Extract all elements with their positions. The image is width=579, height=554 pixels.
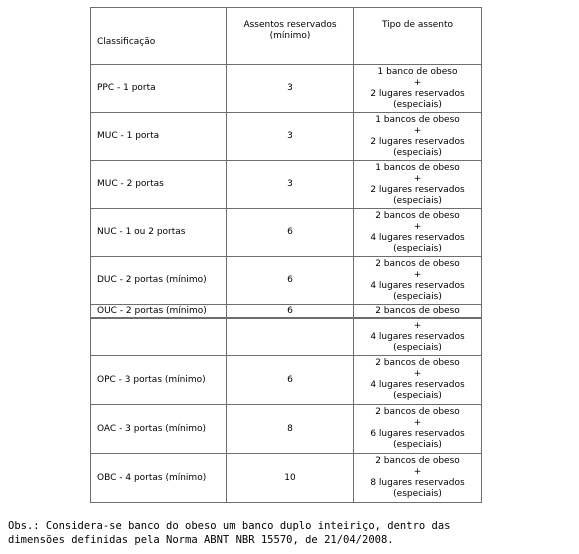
- type-line: +: [413, 320, 422, 331]
- type-cell: [354, 209, 482, 257]
- class-cell: PPC - 1 porta: [91, 65, 227, 113]
- type-line: 2 bancos de obeso: [375, 456, 460, 466]
- type-line: 1 banco de obeso: [377, 66, 458, 77]
- table-row: [91, 65, 482, 113]
- class-cell: OBC - 4 portas (mínimo): [91, 454, 227, 503]
- type-line: 8 lugares reservados: [370, 478, 465, 488]
- type-line: (especiais): [393, 195, 442, 206]
- seats-cell: 6: [227, 305, 354, 318]
- type-cell: [354, 405, 482, 454]
- type-line: +: [413, 269, 422, 280]
- type-line: +: [413, 369, 422, 379]
- seats-cell: 6: [227, 257, 354, 305]
- type-line: +: [413, 125, 422, 136]
- type-line: 4 lugares reservados: [370, 232, 465, 243]
- type-cell: [354, 161, 482, 209]
- table-row: [91, 257, 482, 305]
- type-cell: [354, 454, 482, 503]
- table-row: [91, 405, 482, 454]
- type-line: (especiais): [393, 489, 442, 499]
- note-line: dimensões definidas pela Norma ABNT NBR 15570, de 21/04/2008.: [8, 534, 394, 546]
- type-cell: [354, 257, 482, 305]
- table-row: [91, 454, 482, 503]
- class-cell: MUC - 1 porta: [91, 113, 227, 161]
- type-line: (especiais): [393, 243, 442, 254]
- header-assentos: [227, 8, 354, 65]
- type-line: 4 lugares reservados: [370, 380, 465, 390]
- seat-table-part1: [90, 7, 482, 318]
- seats-cell: 6: [227, 209, 354, 257]
- type-cell: [354, 65, 482, 113]
- seat-table-part2: [90, 318, 482, 503]
- type-line: 2 bancos de obeso: [375, 407, 460, 417]
- class-cell: NUC - 1 ou 2 portas: [91, 209, 227, 257]
- class-cell: MUC - 2 portas: [91, 161, 227, 209]
- class-cell: [91, 319, 227, 356]
- table-header-row: [91, 8, 482, 65]
- table-row: [91, 209, 482, 257]
- type-line: 2 lugares reservados: [370, 136, 465, 147]
- seats-cell: 3: [227, 161, 354, 209]
- type-line: +: [413, 221, 422, 232]
- type-line: (especiais): [393, 147, 442, 158]
- type-line: 1 bancos de obeso: [375, 162, 460, 173]
- header-assentos-line2: (mínimo): [269, 31, 311, 41]
- class-cell: OUC - 2 portas (mínimo): [91, 305, 227, 318]
- type-line: 1 bancos de obeso: [375, 114, 460, 125]
- type-line: 2 bancos de obeso: [375, 210, 460, 221]
- type-cell: 2 bancos de obeso: [354, 305, 482, 318]
- type-cell: [354, 356, 482, 405]
- type-line: (especiais): [393, 99, 442, 110]
- seats-cell: 3: [227, 113, 354, 161]
- header-classificacao: Classificação: [91, 8, 227, 65]
- table-row: [91, 305, 482, 318]
- header-assentos-line1: Assentos reservados: [243, 20, 337, 30]
- type-line: +: [413, 418, 422, 428]
- seats-cell: 10: [227, 454, 354, 503]
- type-line: (especiais): [393, 440, 442, 450]
- type-line: 2 bancos de obeso: [375, 258, 460, 269]
- type-line: (especiais): [393, 291, 442, 302]
- class-cell: OPC - 3 portas (mínimo): [91, 356, 227, 405]
- type-line: +: [413, 467, 422, 477]
- table-row: [91, 113, 482, 161]
- table-row-continuation: [91, 319, 482, 356]
- type-line: 2 lugares reservados: [370, 88, 465, 99]
- type-line: (especiais): [393, 342, 442, 353]
- table-row: [91, 161, 482, 209]
- seats-cell: 8: [227, 405, 354, 454]
- type-line: 4 lugares reservados: [370, 280, 465, 291]
- seats-cell: 6: [227, 356, 354, 405]
- type-line: 2 bancos de obeso: [375, 358, 460, 368]
- seats-cell: 3: [227, 65, 354, 113]
- table-row: [91, 356, 482, 405]
- class-cell: DUC - 2 portas (mínimo): [91, 257, 227, 305]
- type-line: (especiais): [393, 391, 442, 401]
- type-cell: [354, 113, 482, 161]
- type-line: +: [413, 77, 422, 88]
- type-line: 2 lugares reservados: [370, 184, 465, 195]
- type-line: 4 lugares reservados: [370, 331, 465, 342]
- class-cell: OAC - 3 portas (mínimo): [91, 405, 227, 454]
- type-line: 6 lugares reservados: [370, 429, 465, 439]
- type-cell: [354, 319, 482, 356]
- note-line: Obs.: Considera-se banco do obeso um banco duplo inteiriço, dentro das: [8, 520, 451, 532]
- header-tipo: Tipo de assento: [354, 8, 482, 65]
- observation-note: [8, 519, 576, 547]
- type-line: +: [413, 173, 422, 184]
- seats-cell: [227, 319, 354, 356]
